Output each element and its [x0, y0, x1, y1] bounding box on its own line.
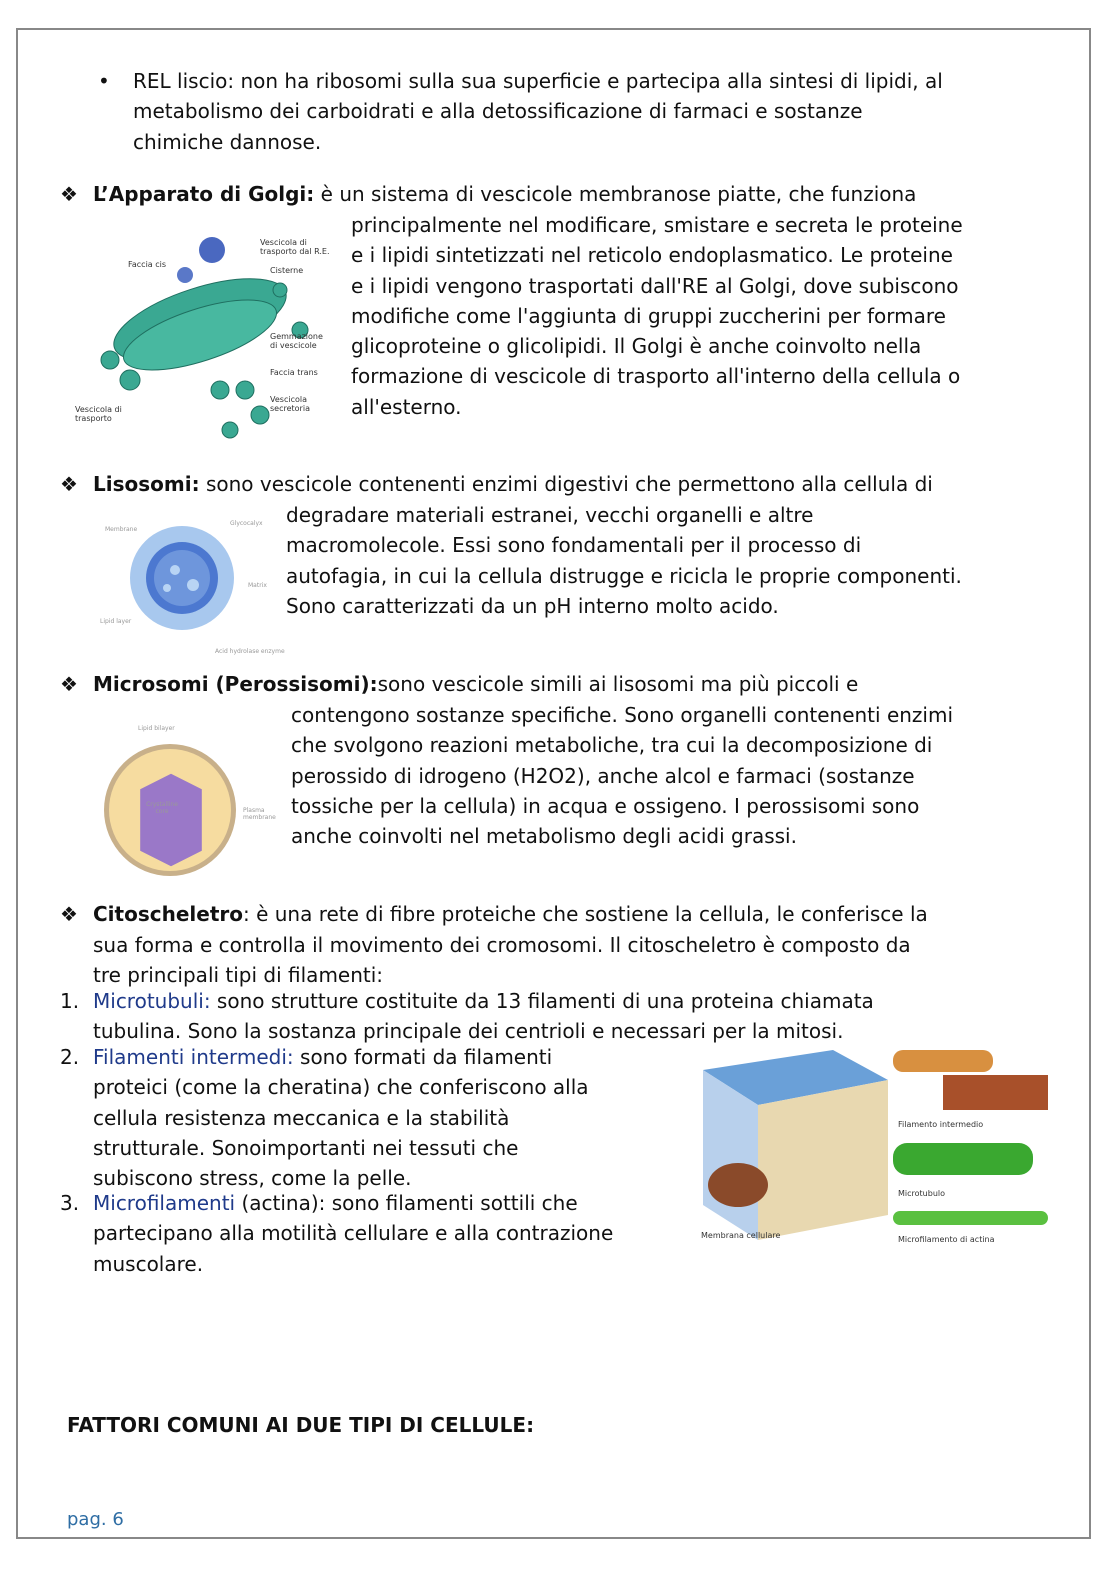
- image-label: Membrane: [105, 526, 138, 533]
- image-label: Lipid layer: [100, 618, 132, 625]
- diamond-bullet-icon: ❖: [60, 472, 78, 496]
- term: Microtubuli:: [93, 989, 211, 1013]
- text-line: cellula resistenza meccanica e la stabilità: [93, 1105, 510, 1130]
- rel-text: [133, 66, 943, 157]
- image-label: Vescicola di trasporto dal R.E.: [260, 238, 330, 256]
- text-line: partecipano alla motilità cellulare e alla contrazione: [93, 1221, 614, 1246]
- text-line: perossido di idrogeno (H2O2), anche alcol e farmaci (sostanze: [291, 763, 915, 788]
- image-label: Microfilamento di actina: [898, 1235, 995, 1244]
- golgi-heading: [60, 179, 917, 209]
- list-number: 3.: [60, 1191, 80, 1215]
- text-line: glicoproteine o glicolipidi. Il Golgi è anche coinvolto nella: [351, 334, 922, 359]
- list-number: 2.: [60, 1045, 80, 1069]
- microsomi-heading: [60, 669, 859, 699]
- text-line: autofagia, in cui la cellula distrugge e ricicla le proprie componenti.: [286, 563, 962, 588]
- bullet: •: [98, 69, 110, 93]
- section-title: Citoscheletro: [93, 902, 243, 926]
- peroxisome-image: [80, 715, 280, 885]
- text-line: all'esterno.: [351, 394, 462, 419]
- text-line: modifiche come l'aggiunta di gruppi zuccherini per formare: [351, 303, 946, 328]
- image-label: Glycocalyx: [230, 520, 263, 527]
- text-line: sono strutture costituite da 13 filamenti di una proteina chiamata: [210, 989, 874, 1013]
- text-line: è un sistema di vescicole membranose piatte, che funziona: [314, 182, 917, 206]
- text-line: metabolismo dei carboidrati e alla detossificazione di farmaci e sostanze: [133, 99, 863, 124]
- image-label: Gemmazione di vescicole: [270, 332, 323, 350]
- image-label: Microtubulo: [898, 1189, 946, 1198]
- list-item: [60, 986, 874, 1044]
- text-line: (actina): sono filamenti sottili che: [235, 1191, 578, 1215]
- text-line: che svolgono reazioni metaboliche, tra cui la decomposizione di: [291, 733, 933, 758]
- image-label: Plasma membrane: [243, 807, 276, 821]
- text-line: e i lipidi vengono trasportati dall'RE al Golgi, dove subiscono: [351, 273, 959, 298]
- diamond-bullet-icon: ❖: [60, 672, 78, 696]
- page-number: pag. 6: [67, 1509, 124, 1530]
- image-label: Cisterne: [270, 266, 304, 275]
- text-line: sua forma e controlla il movimento dei cromosomi. Il citoscheletro è composto da: [93, 933, 911, 957]
- image-label: Acid hydrolase enzyme: [215, 648, 285, 655]
- text-line: subiscono stress, come la pelle.: [93, 1166, 412, 1191]
- term: Microfilamenti: [93, 1191, 236, 1215]
- image-label: Matrix: [248, 582, 267, 589]
- text-line: principalmente nel modificare, smistare e secreta le proteine: [351, 213, 963, 237]
- section-title: Lisosomi:: [93, 472, 200, 496]
- golgi-image: [70, 230, 340, 440]
- text-line: contengono sostanze specifiche. Sono organelli contenenti enzimi: [291, 703, 954, 727]
- image-label: Membrana cellulare: [701, 1231, 781, 1240]
- image-label: Faccia cis: [128, 260, 167, 269]
- text-line: chimiche dannose.: [133, 129, 322, 154]
- term: Filamenti intermedi:: [93, 1045, 294, 1069]
- image-label: Lipid bilayer: [138, 725, 175, 732]
- text-line: macromolecole. Essi sono fondamentali per il processo di: [286, 533, 862, 558]
- citoscheletro-text: [93, 930, 911, 991]
- list-item: [60, 1188, 614, 1276]
- golgi-text: [351, 210, 963, 422]
- lisosomi-text: [286, 500, 962, 621]
- text-line: strutturale. Sonoimportanti nei tessuti che: [93, 1135, 519, 1160]
- text-line: e i lipidi sintetizzati nel reticolo endoplasmatico. Le proteine: [351, 243, 953, 268]
- diamond-bullet-icon: ❖: [60, 182, 78, 206]
- lisosomi-heading: [60, 469, 933, 499]
- text-line: REL liscio: non ha ribosomi sulla sua superficie e partecipa alla sintesi di lipidi, al: [133, 69, 943, 93]
- list-item: [60, 1042, 589, 1191]
- text-line: sono formati da filamenti: [293, 1045, 553, 1069]
- lysosome-image: [85, 510, 285, 660]
- section-title: Microsomi (Perossisomi):: [93, 672, 378, 696]
- text-line: tre principali tipi di filamenti:: [93, 963, 384, 988]
- citoscheletro-heading: [60, 899, 928, 929]
- image-label: Vescicola secretoria: [270, 395, 310, 413]
- diamond-bullet-icon: ❖: [60, 902, 78, 926]
- image-label: Crystalline core: [146, 801, 178, 815]
- text-line: : è una rete di fibre proteiche che sostiene la cellula, le conferisce la: [242, 902, 928, 926]
- text-line: proteici (come la cheratina) che conferiscono alla: [93, 1075, 589, 1100]
- text-line: formazione di vescicole di trasporto all'interno della cellula o: [351, 364, 961, 389]
- text-line: Sono caratterizzati da un pH interno molto acido.: [286, 593, 779, 618]
- text-line: anche coinvolti nel metabolismo degli acidi grassi.: [291, 824, 797, 849]
- section-title: L’Apparato di Golgi:: [93, 182, 315, 206]
- image-label: Filamento intermedio: [898, 1120, 984, 1129]
- image-label: Vescicola di trasporto: [75, 405, 122, 423]
- text-line: muscolare.: [93, 1251, 204, 1276]
- list-number: 1.: [60, 989, 80, 1013]
- cytoskeleton-image: [698, 1045, 1058, 1250]
- text-line: tubulina. Sono la sostanza principale dei centrioli e necessari per la mitosi.: [93, 1019, 844, 1044]
- text-line: degradare materiali estranei, vecchi organelli e altre: [286, 503, 814, 527]
- image-label: Faccia trans: [270, 368, 318, 377]
- text-line: sono vescicole contenenti enzimi digestivi che permettono alla cellula di: [199, 472, 933, 496]
- text-line: sono vescicole simili ai lisosomi ma più piccoli e: [377, 672, 859, 696]
- section-heading: FATTORI COMUNI AI DUE TIPI DI CELLULE:: [67, 1413, 535, 1437]
- microsomi-text: [291, 700, 953, 851]
- text-line: tossiche per la cellula) in acqua e ossigeno. I perossisomi sono: [291, 793, 920, 818]
